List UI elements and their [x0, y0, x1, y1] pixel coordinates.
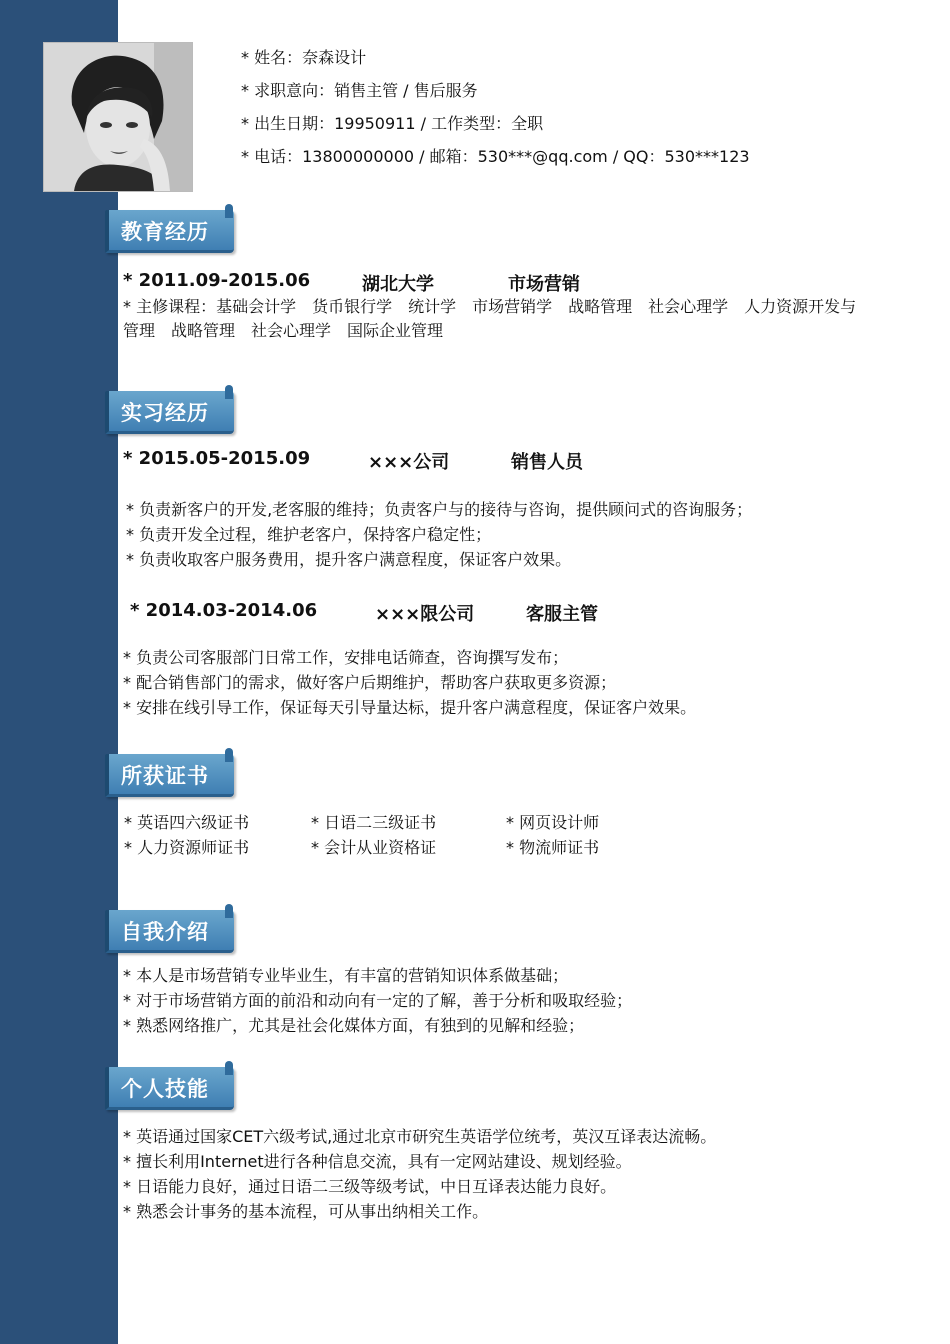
certificate-item: * 英语四六级证书	[124, 813, 250, 832]
profile-photo	[43, 42, 193, 192]
info-job-intent: * 求职意向：销售主管 / 售后服务	[241, 81, 478, 100]
job-duty: * 安排在线引导工作，保证每天引导量达标，提升客户满意程度，保证客户效果。	[123, 698, 697, 717]
certificate-item: * 物流师证书	[506, 838, 600, 857]
section-tab-skills	[105, 1061, 235, 1107]
section-title: 实习经历	[121, 401, 209, 425]
section-title: 教育经历	[121, 220, 209, 244]
section-title: 所获证书	[121, 764, 209, 788]
education-school: 湖北大学	[362, 274, 434, 295]
job-company: ×××限公司	[375, 604, 475, 625]
section-tab-internship	[105, 385, 235, 431]
job-role: 销售人员	[511, 452, 583, 473]
job-company: ×××公司	[368, 452, 450, 473]
job-duty: * 配合销售部门的需求，做好客户后期维护，帮助客户获取更多资源；	[123, 673, 617, 692]
education-courses: * 主修课程：基础会计学 货币银行学 统计学 市场营销学 战略管理 社会心理学 人力资源开发与管理 战略管理 社会心理学 国际企业管理	[123, 297, 857, 340]
section-tab-certificates	[105, 748, 235, 794]
job-duty: * 负责公司客服部门日常工作，安排电话筛查，咨询撰写发布；	[123, 648, 569, 667]
job-period: * 2014.03-2014.06	[130, 600, 318, 621]
intro-line: * 本人是市场营销专业毕业生，有丰富的营销知识体系做基础；	[123, 966, 569, 985]
certificate-item: * 网页设计师	[506, 813, 600, 832]
skill-line: * 擅长利用Internet进行各种信息交流，具有一定网站建设、规划经验。	[123, 1152, 632, 1171]
education-period: * 2011.09-2015.06	[123, 270, 311, 291]
education-major: 市场营销	[508, 274, 580, 295]
certificate-item: * 人力资源师证书	[124, 838, 250, 857]
certificate-item: * 会计从业资格证	[311, 838, 437, 857]
job-duty: * 负责新客户的开发,老客服的维持；负责客户与的接待与咨询，提供顾问式的咨询服务；	[126, 500, 753, 519]
info-name: * 姓名：奈森设计	[241, 48, 367, 67]
section-tab-intro	[105, 904, 235, 950]
job-duty: * 负责收取客户服务费用，提升客户满意程度，保证客户效果。	[126, 550, 572, 569]
job-role: 客服主管	[526, 604, 598, 625]
tab-curl	[225, 385, 233, 399]
tab-curl	[225, 1061, 233, 1075]
intro-line: * 对于市场营销方面的前沿和动向有一定的了解，善于分析和吸取经验；	[123, 991, 633, 1010]
job-duty: * 负责开发全过程，维护老客户，保持客户稳定性；	[126, 525, 492, 544]
job-period: * 2015.05-2015.09	[123, 448, 311, 469]
skill-line: * 熟悉会计事务的基本流程，可从事出纳相关工作。	[123, 1202, 489, 1221]
portrait-image	[44, 43, 192, 191]
intro-line: * 熟悉网络推广，尤其是社会化媒体方面，有独到的见解和经验；	[123, 1016, 585, 1035]
section-tab-education	[105, 204, 235, 250]
skill-line: * 英语通过国家CET六级考试,通过北京市研究生英语学位统考，英汉互译表达流畅。	[123, 1127, 717, 1146]
tab-curl	[225, 748, 233, 762]
sidebar-band	[0, 0, 118, 1344]
info-birth-worktype: * 出生日期：19950911 / 工作类型：全职	[241, 114, 544, 133]
certificate-item: * 日语二三级证书	[311, 813, 437, 832]
section-title: 个人技能	[121, 1077, 209, 1101]
info-contact: * 电话：13800000000 / 邮箱：530***@qq.com / QQ：530***123	[241, 147, 750, 166]
section-title: 自我介绍	[121, 920, 209, 944]
tab-curl	[225, 204, 233, 218]
tab-curl	[225, 904, 233, 918]
skill-line: * 日语能力良好，通过日语二三级等级考试，中日互译表达能力良好。	[123, 1177, 617, 1196]
